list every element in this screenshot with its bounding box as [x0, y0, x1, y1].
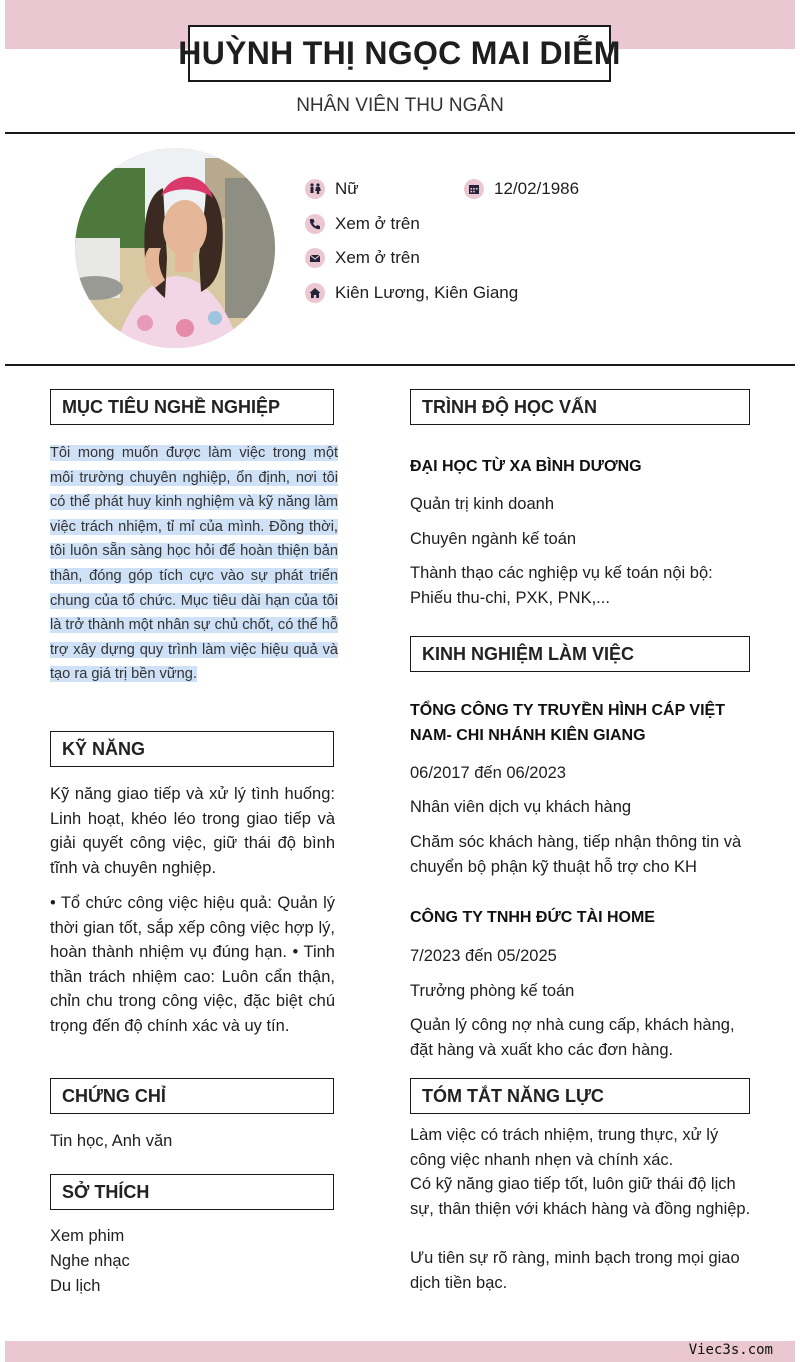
objective-text: Tôi mong muốn được làm việc trong một môi trường chuyên nghiệp, ổn định, nơi tôi có thể phát huy kinh nghiệm và kỹ năng làm việc trách nhiệm, tỉ mỉ của mình. Đồng thời, tôi luôn sẵn sàng học hỏi để hoàn thiện bản thân, đóng góp tích cực vào sự phát triển chung của tổ chức. Mục tiêu dài hạn của tôi là trở thành một nhân sự chủ chốt, có thể hỗ trợ xây dựng quy trình làm việc hiệu quả và tạo ra giá trị bền vững.	[50, 445, 338, 683]
job-description: Quản lý công nợ nhà cung cấp, khách hàng, đặt hàng và xuất kho các đơn hàng.	[410, 1016, 735, 1059]
footer-band	[5, 1341, 795, 1362]
profile-photo	[75, 148, 275, 348]
certificates-title: CHỨNG CHỈ	[50, 1078, 334, 1114]
summary-item: Có kỹ năng giao tiếp tốt, luôn giữ thái độ lịch sự, thân thiện với khách hàng và đồng nghiệp.	[410, 1175, 751, 1218]
education-major: Chuyên ngành kế toán	[410, 530, 577, 548]
address-text: Kiên Lương, Kiên Giang	[335, 283, 519, 302]
education-school: ĐẠI HỌC TỪ XA BÌNH DƯƠNG	[410, 458, 642, 475]
job-description: Chăm sóc khách hàng, tiếp nhận thông tin và chuyển bộ phận kỹ thuật hỗ trợ cho KH	[410, 833, 742, 876]
education-title: TRÌNH ĐỘ HỌC VẤN	[410, 389, 750, 425]
job-position: Trưởng phòng kế toán	[410, 982, 575, 1000]
education-detail: Thành thạo các nghiệp vụ kế toán nội bộ: Phiếu thu-chi, PXK, PNK,...	[410, 564, 713, 607]
objective-title: MỤC TIÊU NGHỀ NGHIỆP	[50, 389, 334, 425]
birthdate-row	[464, 179, 579, 199]
job-period: 06/2017 đến 06/2023	[410, 764, 566, 782]
divider-top	[5, 132, 795, 134]
gender-icon	[305, 179, 325, 199]
calendar-icon	[464, 179, 484, 199]
email-icon	[305, 248, 325, 268]
candidate-name: HUỲNH THỊ NGỌC MAI DIỄM	[178, 35, 621, 71]
summary-title: TÓM TẮT NĂNG LỰC	[410, 1078, 750, 1114]
education-degree: Quản trị kinh doanh	[410, 495, 555, 513]
job-title: NHÂN VIÊN THU NGÂN	[296, 95, 504, 116]
phone-icon	[305, 214, 325, 234]
email-row	[305, 248, 420, 268]
hobby-item: Xem phim	[50, 1227, 125, 1245]
hobby-item: Du lịch	[50, 1277, 101, 1295]
hobbies-title: SỞ THÍCH	[50, 1174, 334, 1210]
footer-brand: Viec3s.com	[688, 1342, 773, 1358]
skills-paragraph-1: Kỹ năng giao tiếp và xử lý tình huống: Linh hoạt, khéo léo trong giao tiếp và giải quyết công việc, giữ thái độ bình tĩnh và chuyên nghiệp.	[50, 785, 335, 877]
home-icon	[305, 283, 325, 303]
gender-text: Nữ	[335, 179, 359, 198]
name-box	[178, 25, 621, 82]
summary-item: Ưu tiên sự rõ ràng, minh bạch trong mọi giao dịch tiền bạc.	[410, 1249, 740, 1292]
experience-title: KINH NGHIỆM LÀM VIỆC	[410, 636, 750, 672]
birthdate-text: 12/02/1986	[494, 179, 580, 198]
divider-middle	[5, 364, 795, 366]
gender-row	[305, 179, 359, 199]
summary-item: Làm việc có trách nhiệm, trung thực, xử lý công việc nhanh nhẹn và chính xác.	[410, 1126, 719, 1169]
job-position: Nhân viên dịch vụ khách hàng	[410, 798, 632, 816]
skills-title: KỸ NĂNG	[50, 731, 334, 767]
phone-text: Xem ở trên	[335, 214, 420, 233]
hobby-item: Nghe nhạc	[50, 1252, 130, 1270]
certificates-text: Tin học, Anh văn	[50, 1132, 173, 1150]
skills-paragraph-2: • Tổ chức công việc hiệu quả: Quản lý thời gian tốt, sắp xếp công việc hợp lý, hoàn thành nhiệm vụ đúng hạn. • Tinh thần trách nhiệm cao: Luôn cẩn thận, chỉn chu trong công việc, đặc biệt chú trọng đến độ chính xác và uy tín.	[50, 894, 335, 1035]
job-period: 7/2023 đến 05/2025	[410, 947, 557, 965]
job-company: TỔNG CÔNG TY TRUYỀN HÌNH CÁP VIỆT NAM- CHI NHÁNH KIÊN GIANG	[410, 702, 725, 744]
address-row	[305, 283, 518, 303]
email-text: Xem ở trên	[335, 248, 420, 267]
phone-row	[305, 214, 420, 234]
job-company: CÔNG TY TNHH ĐỨC TÀI HOME	[410, 909, 655, 926]
